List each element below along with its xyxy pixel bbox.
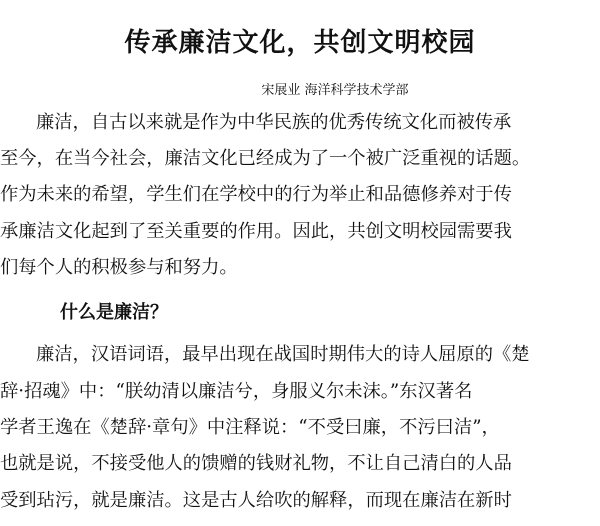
author-affiliation: 宋展业 海洋科学技术学部 [261, 83, 409, 98]
section-heading: 什么是廉洁？ [60, 302, 168, 323]
paragraph-2-line: 廉洁，汉语词语，最早出现在战国时期伟大的诗人屈原的《楚 [36, 344, 530, 365]
article-byline [0, 79, 600, 98]
paragraph-2-line: 受到玷污，就是廉洁。这是古人给吹的解释，而现在廉洁在新时 [0, 490, 512, 511]
paragraph-1-line: 承廉洁文化起到了至关重要的作用。因此，共创文明校园需要我 [0, 221, 512, 242]
paragraph-1-line: 们每个人的积极参与和努力。 [0, 257, 238, 278]
paragraph-1-line: 廉洁，自古以来就是作为中华民族的优秀传统文化而被传承 [36, 112, 512, 133]
paragraph-2-line: 辞·招魂》中：“朕幼清以廉洁兮，身服义尔未沫。”东汉著名 [0, 381, 473, 402]
article-title: 传承廉洁文化，共创文明校园 [124, 28, 476, 58]
paragraph-1-line: 作为未来的希望，学生们在学校中的行为举止和品德修养对于传 [0, 184, 512, 205]
paragraph-2-line: 也就是说，不接受他人的馈赠的钱财礼物，不让自己清白的人品 [0, 453, 512, 474]
paragraph-1-line: 至今，在当今社会，廉洁文化已经成为了一个被广泛重视的话题。 [0, 148, 531, 169]
paragraph-2-line: 学者王逸在《楚辞·章句》中注释说：“不受曰廉，不污曰洁”， [0, 417, 500, 438]
